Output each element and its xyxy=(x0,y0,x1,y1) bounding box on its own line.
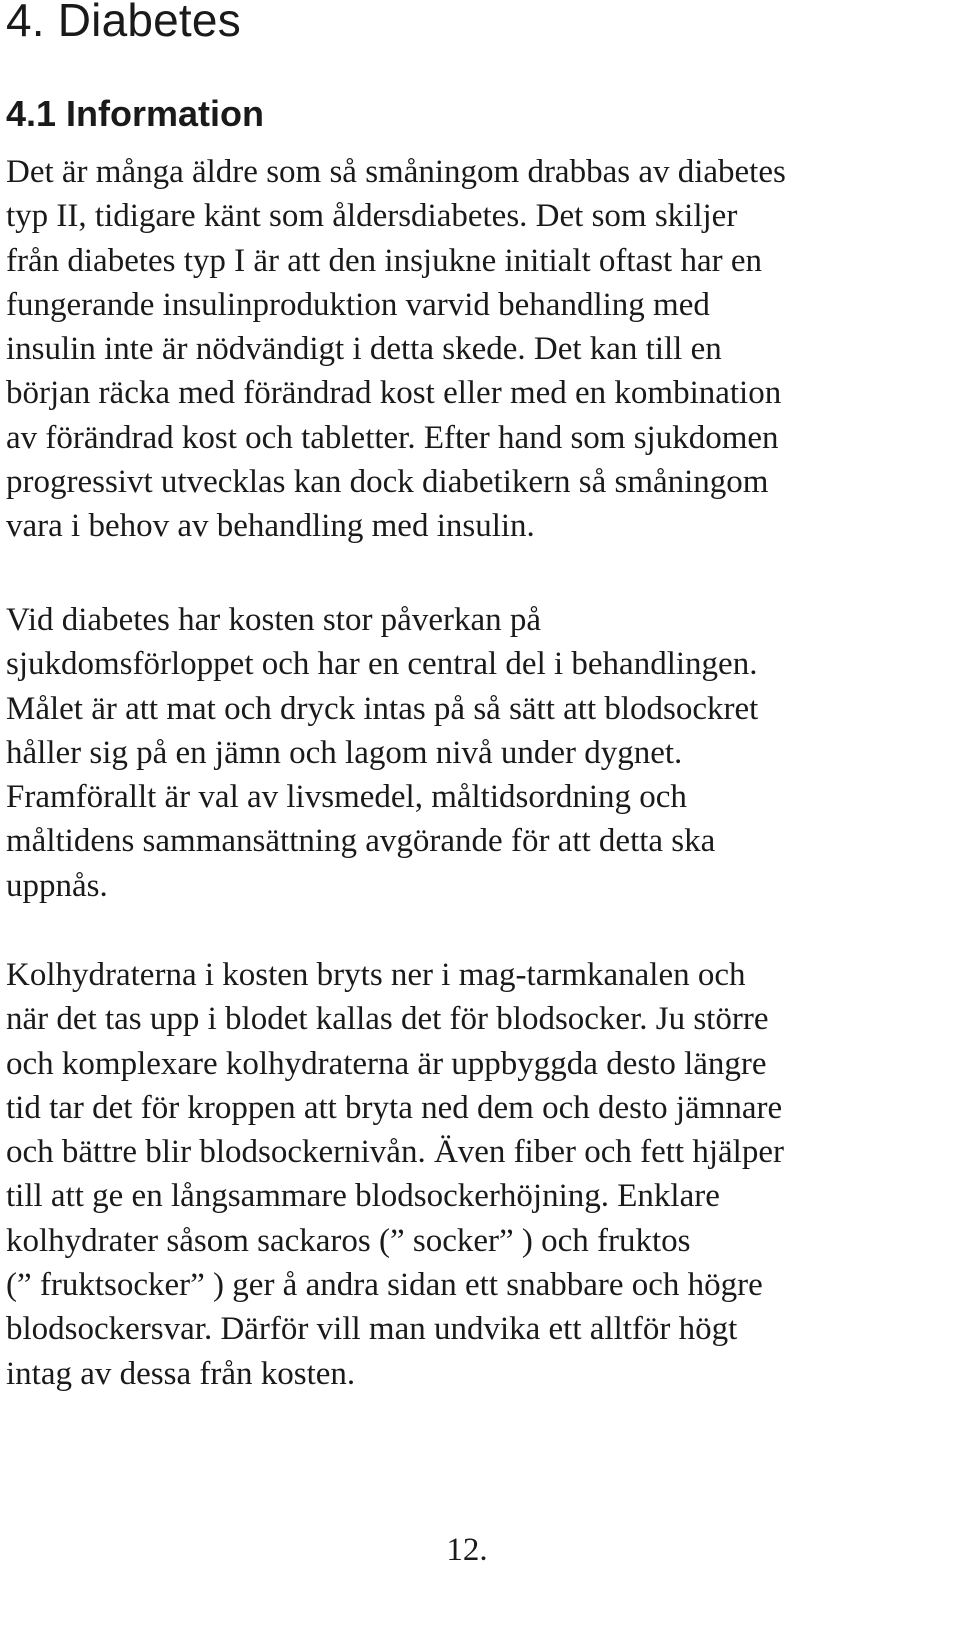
paragraph-1 xyxy=(6,150,954,549)
paragraph-line: fungerande insulinproduktion varvid behandling med xyxy=(6,286,710,323)
paragraph-line: blodsockersvar. Därför vill man undvika ett alltför högt xyxy=(6,1311,738,1348)
paragraph-line: intag av dessa från kosten. xyxy=(6,1355,356,1392)
paragraph-line: tid tar det för kroppen att bryta ned dem och desto jämnare xyxy=(6,1089,783,1126)
paragraph-line: typ II, tidigare känt som åldersdiabetes. Det som skiljer xyxy=(6,198,738,235)
paragraph-line: början räcka med förändrad kost eller med en kombination xyxy=(6,375,782,412)
paragraph-line: till att ge en långsammare blodsockerhöjning. Enklare xyxy=(6,1178,720,1215)
paragraph-line: Målet är att mat och dryck intas på så sätt att blodsockret xyxy=(6,690,759,727)
paragraph-line: Kolhydraterna i kosten bryts ner i mag-tarmkanalen och xyxy=(6,957,746,993)
paragraph-2 xyxy=(6,598,954,908)
paragraph-line: uppnås. xyxy=(6,867,108,904)
paragraph-line: progressivt utvecklas kan dock diabetikern så småningom xyxy=(6,464,769,501)
page-number: 12. xyxy=(446,1532,488,1568)
paragraph-line: och bättre blir blodsockernivån. Även fiber och fett hjälper xyxy=(6,1134,784,1171)
paragraph-line: Det är många äldre som så småningom drabbas av diabetes xyxy=(6,154,786,190)
paragraph-line: från diabetes typ I är att den insjukne initialt oftast har en xyxy=(6,242,763,279)
paragraph-3 xyxy=(6,953,954,1396)
paragraph-line: Framförallt är val av livsmedel, måltidsordning och xyxy=(6,779,687,816)
paragraph-line: och komplexare kolhydraterna är uppbyggda desto längre xyxy=(6,1045,767,1082)
chapter-title: 4. Diabetes xyxy=(6,0,241,46)
paragraph-line: av förändrad kost och tabletter. Efter hand som sjukdomen xyxy=(6,419,779,456)
paragraph-line: (” fruktsocker” ) ger å andra sidan ett snabbare och högre xyxy=(6,1267,763,1304)
paragraph-line: insulin inte är nödvändigt i detta skede. Det kan till en xyxy=(6,331,722,368)
paragraph-line: Vid diabetes har kosten stor påverkan på xyxy=(6,602,542,638)
paragraph-line: vara i behov av behandling med insulin. xyxy=(6,508,535,545)
paragraph-line: sjukdomsförloppet och har en central del i behandlingen. xyxy=(6,646,758,683)
paragraph-line: håller sig på en jämn och lagom nivå under dygnet. xyxy=(6,734,683,771)
paragraph-line: måltidens sammansättning avgörande för att detta ska xyxy=(6,823,716,860)
section-title: 4.1 Information xyxy=(6,93,265,134)
paragraph-line: kolhydrater såsom sackaros (” socker” ) och fruktos xyxy=(6,1222,691,1259)
paragraph-line: när det tas upp i blodet kallas det för blodsocker. Ju större xyxy=(6,1001,769,1038)
